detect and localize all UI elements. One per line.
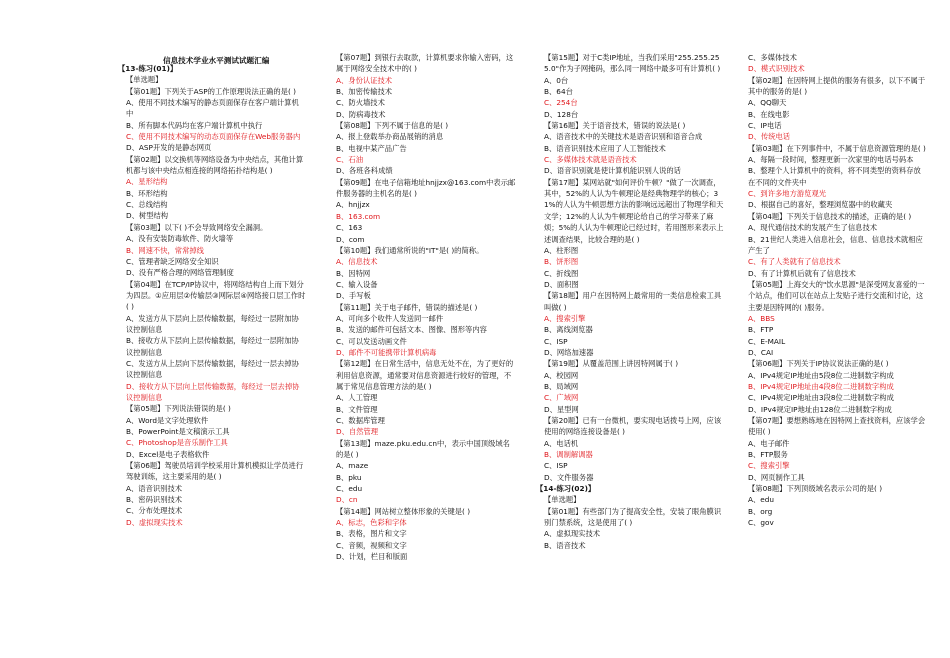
text-line: 【13-练习(01)】 [118, 64, 178, 73]
text-line: 【单选题】 [126, 75, 163, 85]
text-line: A、语音技术中的关键技术是语音识别和语音合成 [544, 132, 703, 142]
text-line: 【第05题】上海交大的"饮水思源"是深受网友喜爱的一个站点，他们可以在站点上发贴子进行交流和讨论，这主要是因特网的( )服务。 [748, 279, 925, 312]
text-line: 【第01题】下列关于ASP的工作原理说法正确的是( ) [126, 86, 296, 96]
text-line: 【第06题】驾驶员培训学校采用计算机模拟让学员进行驾驶训练，这主要采用的是( ) [126, 461, 304, 482]
answer-line: C、到许多地方游览观光 [748, 189, 827, 199]
text-line: C、防火墙技术 [336, 98, 385, 108]
text-line: 【14-练习(02)】 [536, 484, 596, 494]
text-line: D、根据自己的喜好，整理浏览器中的收藏夹 [748, 200, 893, 210]
text-line: A、QQ聊天 [748, 98, 787, 108]
text-line: B、电视中某产品广告 [336, 143, 407, 153]
answer-line: C、多媒体技术就是语音技术 [544, 155, 637, 165]
text-line: 【第11题】关于电子邮件，错误的描述是( ) [336, 302, 478, 312]
text-line: A、hnjjzx [336, 200, 370, 210]
text-line: B、所有脚本代码均在客户端计算机中执行 [126, 120, 263, 130]
text-line: B、org [748, 506, 773, 516]
column-3 [536, 52, 724, 551]
answer-line: A、BBS [748, 313, 775, 323]
text-line: B、因特网 [336, 268, 371, 278]
text-line: D、计划，栏目和版面 [336, 552, 408, 562]
text-line: 【第17题】某网站就"如何评价牛顿？"做了一次调查，其中，52%的人认为牛顿理论是经典物理学的核心；31%的人认为牛顿思想方法的影响远远超出了物理学和天文学；12%的人认为牛顿理论给自己的学习带来了麻烦；5%的人认为牛顿理论已经过时，若用图形来表示上述调查结果，比较合理的是( ) [544, 177, 724, 244]
text-line: B、发送的邮件可包括文本、图像、图形等内容 [336, 325, 487, 335]
text-line: 【第18题】用户在因特网上最常用的一类信息检索工具叫做( ) [544, 291, 722, 312]
text-line: A、电话机 [544, 438, 579, 448]
text-line: B、加密传输技术 [336, 87, 393, 97]
column-2 [328, 52, 516, 562]
text-line: B、接收方从下层向上层传输数据，每经过一层附加协议控制信息 [126, 336, 299, 357]
text-line: C、数据库管理 [336, 416, 385, 425]
text-line: B、整理个人计算机中的资料，将不同类型的资料存放在不同的文件夹中 [748, 166, 921, 187]
text-line [118, 52, 306, 63]
answer-line: D、接收方从下层向上层传输数据，每经过一层去掉协议控制信息 [126, 381, 300, 402]
column-4 [740, 52, 928, 528]
text-line: 【第05题】下列说法错误的是( ) [126, 404, 231, 414]
text-line: C、IPv4规定IP地址由3段8位二进制数字构成 [748, 393, 894, 403]
text-line: B、FTP [748, 325, 774, 335]
text-line: C、输入设备 [336, 279, 378, 289]
answer-line: A、搜索引擎 [544, 313, 586, 323]
text-line: B、语音技术 [544, 540, 586, 550]
answer-line: B、163.com [336, 211, 381, 221]
text-line: 【第09题】在电子信箱地址hnjjzx@163.com中表示邮件服务器的主机名的是( ) [336, 177, 516, 199]
text-line: C、ISP [544, 461, 568, 471]
text-line: 【第14题】网站树立整体形象的关键是( ) [336, 506, 471, 516]
text-line: D、Excel是电子表格软件 [126, 449, 210, 459]
text-line: 【第08题】下列顶级域名表示公司的是( ) [748, 484, 883, 494]
answer-line: B、饼形图 [544, 257, 579, 267]
text-line: 【第04题】下列关于信息技术的描述，正确的是( ) [748, 211, 912, 221]
text-line: A、校园网 [544, 370, 579, 380]
answer-line: A、信息技术 [336, 257, 378, 267]
text-line: D、有了计算机后就有了信息技术 [748, 268, 856, 278]
answer-line: C、Photoshop是音乐制作工具 [126, 438, 228, 448]
text-line: A、maze [336, 461, 369, 471]
text-line: B、21世纪人类进入信息社会，信息、信息技术就相应产生了 [748, 234, 923, 255]
text-line: D、没有严格合理的网络管理制度 [126, 268, 234, 278]
text-line: D、文件服务器 [544, 472, 594, 482]
text-line: A、0台 [544, 75, 569, 85]
text-line: C、音频，视频和文字 [336, 540, 407, 550]
answer-line: B、调制解调器 [544, 450, 593, 460]
answer-line: D、cn [336, 495, 358, 505]
text-line: C、发送方从上层向下层传输数据，每经过一层去掉协议控制信息 [126, 358, 299, 380]
column-1 [118, 52, 306, 528]
answer-line: C、搜索引擎 [748, 461, 790, 471]
text-line: 【第08题】下列不属于信息的是( ) [336, 121, 449, 131]
text-line: C、edu [336, 484, 363, 494]
answer-line: C、254台 [544, 98, 578, 108]
text-line: B、语音识别技术应用了人工智能技术 [544, 143, 666, 153]
text-line: B、在线电影 [748, 109, 790, 119]
text-line: 【第12题】在日常生活中，信息无处不在，为了更好的利用信息资源，通常要对信息资源进行较好的管理，不属于常见信息管理方法的是( ) [336, 359, 514, 391]
answer-line: D、邮件不可能携带计算机病毒 [336, 347, 437, 357]
text-line: D、语音识别就是使计算机能识别人说的话 [544, 166, 681, 176]
text-line: D、树型结构 [126, 211, 169, 221]
text-line: A、发送方从下层向上层传输数据，每经过一层附加协议控制信息 [126, 313, 299, 334]
text-line: A、虚拟现实技术 [544, 529, 601, 539]
document-title: 信息技术学业水平测试试题汇编 [163, 56, 270, 65]
text-line: A、IPv4规定IP地址由5段8位二进制数字构成 [748, 370, 894, 380]
text-line: B、密码识别技术 [126, 495, 183, 505]
text-line: D、防病毒技术 [336, 109, 386, 119]
answer-line: D、模式识别技术 [748, 64, 805, 74]
text-line: B、文件管理 [336, 404, 378, 414]
text-line: 【第20题】已有一台微机，要实现电话拨号上网，应该使用的网络连接设备是( ) [544, 416, 722, 437]
answer-line: A、标志，色彩和字体 [336, 518, 407, 528]
text-line: A、人工管理 [336, 393, 378, 403]
text-line: A、可向多个收件人发送同一邮件 [336, 313, 444, 323]
text-line: 【第03题】在下列事件中，不属于信息资源管理的是( ) [748, 143, 926, 153]
text-line: B、局域网 [544, 381, 579, 391]
text-line: 【第13题】maze.pku.edu.cn中，表示中国顶级域名的是( ) [336, 438, 510, 460]
text-line: A、使用不同技术编写的静态页面保存在客户端计算机中 [126, 98, 299, 119]
text-line: 【第07题】要想熟练地在因特网上查找资料，应该学会使用( ) [748, 416, 926, 437]
text-line: C、总线结构 [126, 200, 168, 210]
text-line: D、网络加速器 [544, 347, 594, 357]
text-line: 【第02题】以交换机等网络设备为中央结点，其他计算机都与该中央结点相连接的网络拓扑结构是( ) [126, 154, 304, 176]
answer-line: B、网速不快，常常掉线 [126, 245, 204, 255]
text-line: C、gov [748, 518, 774, 528]
text-line: 【第16题】关于语音技术，错误的说法是( ) [544, 121, 686, 131]
text-line: 【单选题】 [544, 495, 581, 505]
answer-line: A、星形结构 [126, 177, 168, 187]
text-line: B、表格，图片和文字 [336, 529, 407, 539]
text-line: D、com [336, 234, 365, 244]
answer-line: D、传统电话 [748, 132, 791, 142]
text-line: B、pku [336, 472, 362, 482]
text-line: A、没有安装防毒软件、防火墙等 [126, 234, 234, 244]
text-line: C、可以发送动画文件 [336, 336, 407, 346]
answer-line: C、有了人类就有了信息技术 [748, 257, 841, 267]
text-line: D、IPv4规定IP地址由128位二进制数字构成 [748, 404, 892, 414]
text-line: 【第15题】对于C类IP地址，当我们采用"255.255.255.0"作为子网掩码，那么同一网络中最多可有计算机( ) [544, 53, 721, 74]
text-line: 【第03题】以下( )不会导致网络安全漏洞。 [126, 222, 268, 232]
text-line: B、PowerPoint是文稿演示工具 [126, 427, 230, 436]
text-line: D、星型网 [544, 404, 579, 414]
text-line: A、现代通信技术的发展产生了信息技术 [748, 223, 878, 233]
answer-line: D、自然管理 [336, 427, 379, 437]
text-line: C、分布处理技术 [126, 506, 183, 516]
answer-line: C、广域网 [544, 393, 579, 403]
text-line: B、64台 [544, 87, 573, 97]
text-line: 【第07题】到银行去取款，计算机要求你输入密码，这属于网络安全技术中的( ) [336, 53, 514, 74]
answer-line: C、石油 [336, 155, 363, 165]
text-line: 【第10题】我们通常所说的"IT"是( )的简称。 [336, 245, 484, 255]
text-line: C、折线图 [544, 268, 579, 278]
text-line: D、128台 [544, 109, 579, 119]
answer-line: C、使用不同技术编写的动态页面保存在Web服务器内 [126, 132, 301, 142]
text-line: C、多媒体技术 [748, 53, 797, 62]
text-line: B、环形结构 [126, 188, 168, 198]
text-line: A、Word是文字处理软件 [126, 415, 209, 425]
text-line: A、每隔一段时间，整理更新一次家里的电话号码本 [748, 155, 914, 165]
text-line: 【第06题】下列关于IP协议说法正确的是( ) [748, 359, 889, 369]
text-line: C、IP电话 [748, 121, 782, 131]
text-line: C、ISP [544, 336, 568, 346]
text-line: D、手写板 [336, 291, 371, 301]
text-line: 【第04题】在TCP/IP协议中，将网络结构自上而下划分为四层。①应用层②传输层③网际层④网络接口层工作时( ) [126, 279, 306, 312]
text-line: A、edu [748, 495, 775, 505]
text-line: D、面积图 [544, 279, 579, 289]
text-line: B、FTP服务 [748, 450, 788, 460]
text-line: D、各班各科成绩 [336, 166, 393, 176]
text-line: B、离线浏览器 [544, 325, 593, 335]
text-line: 【第19题】从覆盖范围上讲因特网属于( ) [544, 359, 679, 369]
text-line: A、电子邮件 [748, 438, 790, 448]
answer-line: B、IPv4规定IP地址由4段8位二进制数字构成 [748, 381, 894, 391]
text-line: C、E-MAIL [748, 336, 786, 346]
answer-line: D、虚拟现实技术 [126, 517, 183, 527]
text-line: A、报上登载举办商品展销的消息 [336, 132, 444, 142]
text-line: D、网页制作工具 [748, 472, 805, 482]
text-line: 【第01题】有些部门为了提高安全性，安装了眼角膜识别门禁系统，这是使用了( ) [544, 506, 722, 528]
text-line: A、柱形图 [544, 245, 579, 255]
text-line: 【第02题】在因特网上提供的服务有很多，以下不属于其中的服务的是( ) [748, 75, 926, 97]
answer-line: A、身份认证技术 [336, 75, 393, 85]
text-line: A、语音识别技术 [126, 483, 183, 493]
text-line: C、管理者缺乏网络安全知识 [126, 256, 219, 266]
text-line: D、CAI [748, 347, 774, 357]
text-line: D、ASP开发的是静态网页 [126, 143, 212, 153]
text-line: C、163 [336, 223, 363, 233]
